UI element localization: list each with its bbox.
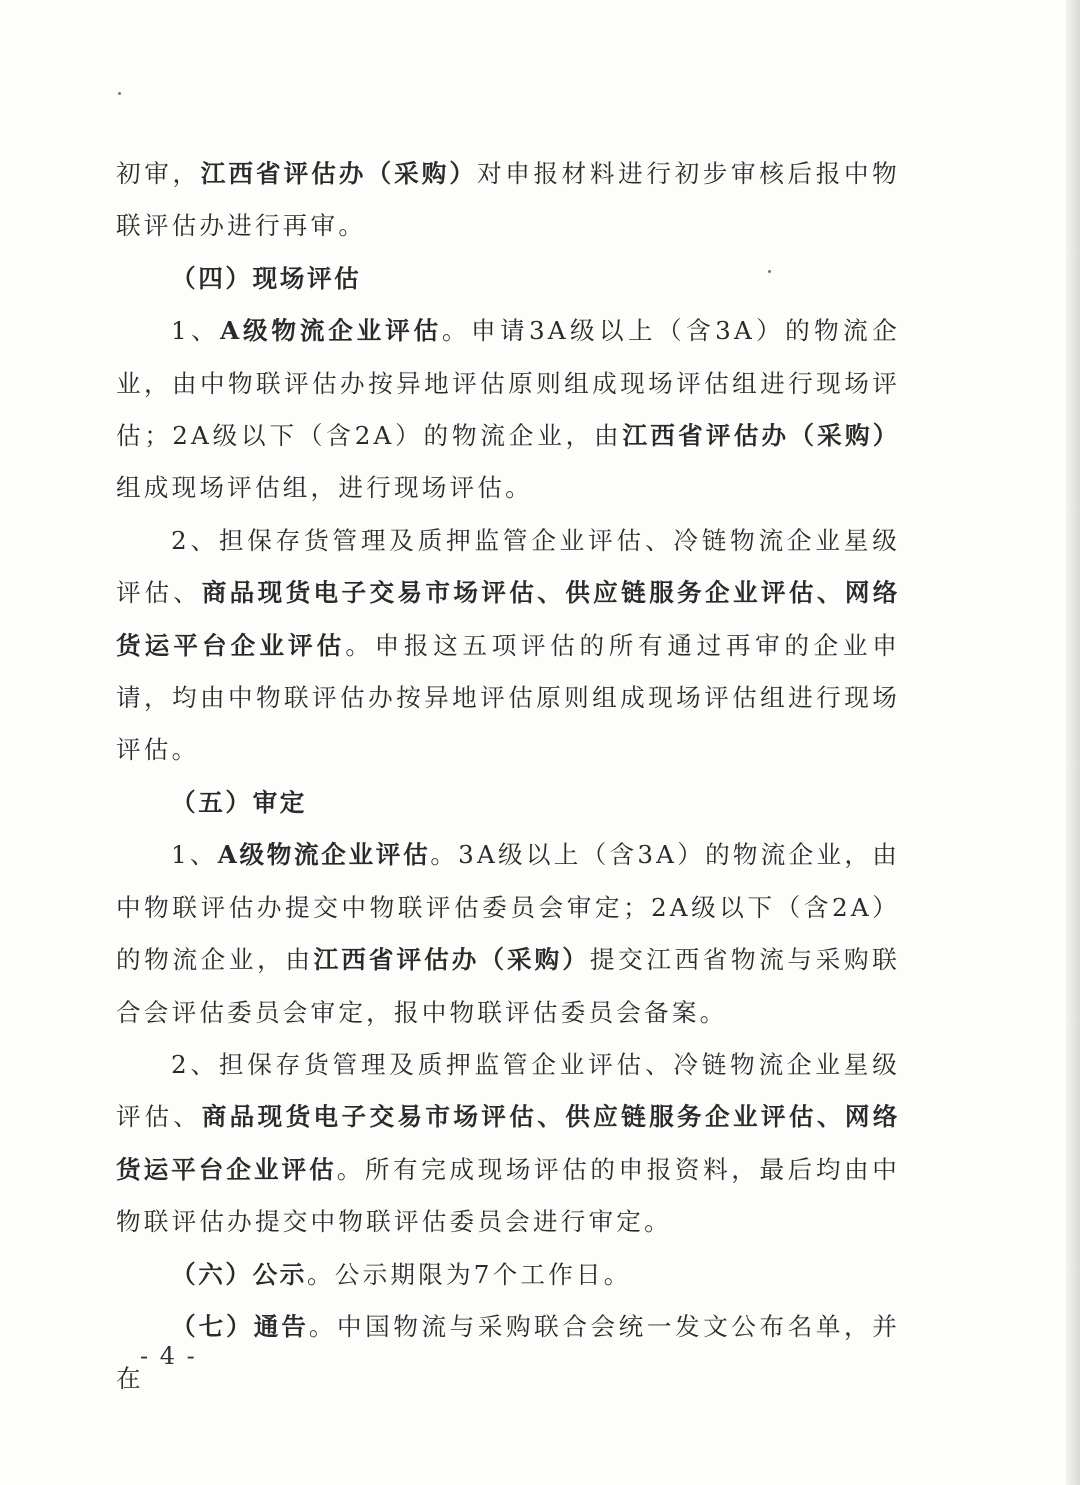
body-text: 。申请3A级以上（含3A）的物流企业，由中物联评估办按异地评估原则组成现场评估组进行现场评估；2A级以下（含2A）的物流企业，由 <box>116 316 900 451</box>
body-text: 2、担保存货管理及质押监管企业评估、冷链物流企业星级评估、 <box>116 525 900 608</box>
body-text: 2、担保存货管理及质押监管企业评估、冷链物流企业星级评估、 <box>116 1049 900 1132</box>
bold-text: A级物流企业评估 <box>220 316 442 346</box>
paragraph <box>116 515 900 777</box>
body-text: 对申报材料进行初步审核后报中物联评估办进行再审。 <box>116 159 900 241</box>
paragraph <box>116 777 900 829</box>
paragraph <box>116 305 900 515</box>
body-text: 1、 <box>171 840 218 870</box>
bold-text: （五）审定 <box>171 787 307 817</box>
paragraph <box>116 1249 900 1301</box>
body-text: 。所有完成现场评估的申报资料，最后均由中物联评估办提交中物联评估委员会进行审定。 <box>116 1154 900 1237</box>
body-text: 。中国物流与采购联合会统一发文公布名单，并在 <box>116 1311 900 1394</box>
paragraph <box>116 829 900 1039</box>
bold-text: （六）公示 <box>171 1259 307 1289</box>
body-text: 。3A级以上（含3A）的物流企业，由中物联评估办提交中物联评估委员会审定；2A级以下（含2A）的物流企业，由 <box>116 840 900 975</box>
body-text: 初审， <box>116 159 201 188</box>
body-text: 。申报这五项评估的所有通过再审的企业申请，均由中物联评估办按异地评估原则组成现场评估组进行现场评估。 <box>116 630 900 765</box>
bold-text: A级物流企业评估 <box>217 840 431 870</box>
bold-text: 江西省评估办（采购） <box>313 945 590 975</box>
bold-text: （四）现场评估 <box>171 263 362 293</box>
paragraph <box>116 1301 900 1406</box>
page-number: - 4 - <box>140 1342 197 1370</box>
scan-edge <box>1066 0 1080 1485</box>
bold-text: （七）通告 <box>171 1311 309 1341</box>
scan-speck <box>118 92 121 95</box>
paragraph <box>116 148 900 253</box>
body-text: 。公示期限为7个工作日。 <box>306 1259 632 1289</box>
paragraph <box>116 253 900 305</box>
document-body <box>116 148 900 1406</box>
bold-text: 商品现货电子交易市场评估、供应链服务企业评估、网络货运平台企业评估 <box>116 578 900 660</box>
body-text: 提交江西省物流与采购联合会评估委员会审定，报中物联评估委员会备案。 <box>116 945 900 1027</box>
body-text: 1、 <box>171 316 221 346</box>
paragraph <box>116 1039 900 1249</box>
bold-text: 江西省评估办（采购） <box>622 421 900 451</box>
body-text: 组成现场评估组，进行现场评估。 <box>116 473 533 503</box>
bold-text: 商品现货电子交易市场评估、供应链服务企业评估、网络货运平台企业评估 <box>116 1102 900 1184</box>
bold-text: 江西省评估办（采购） <box>200 159 477 188</box>
